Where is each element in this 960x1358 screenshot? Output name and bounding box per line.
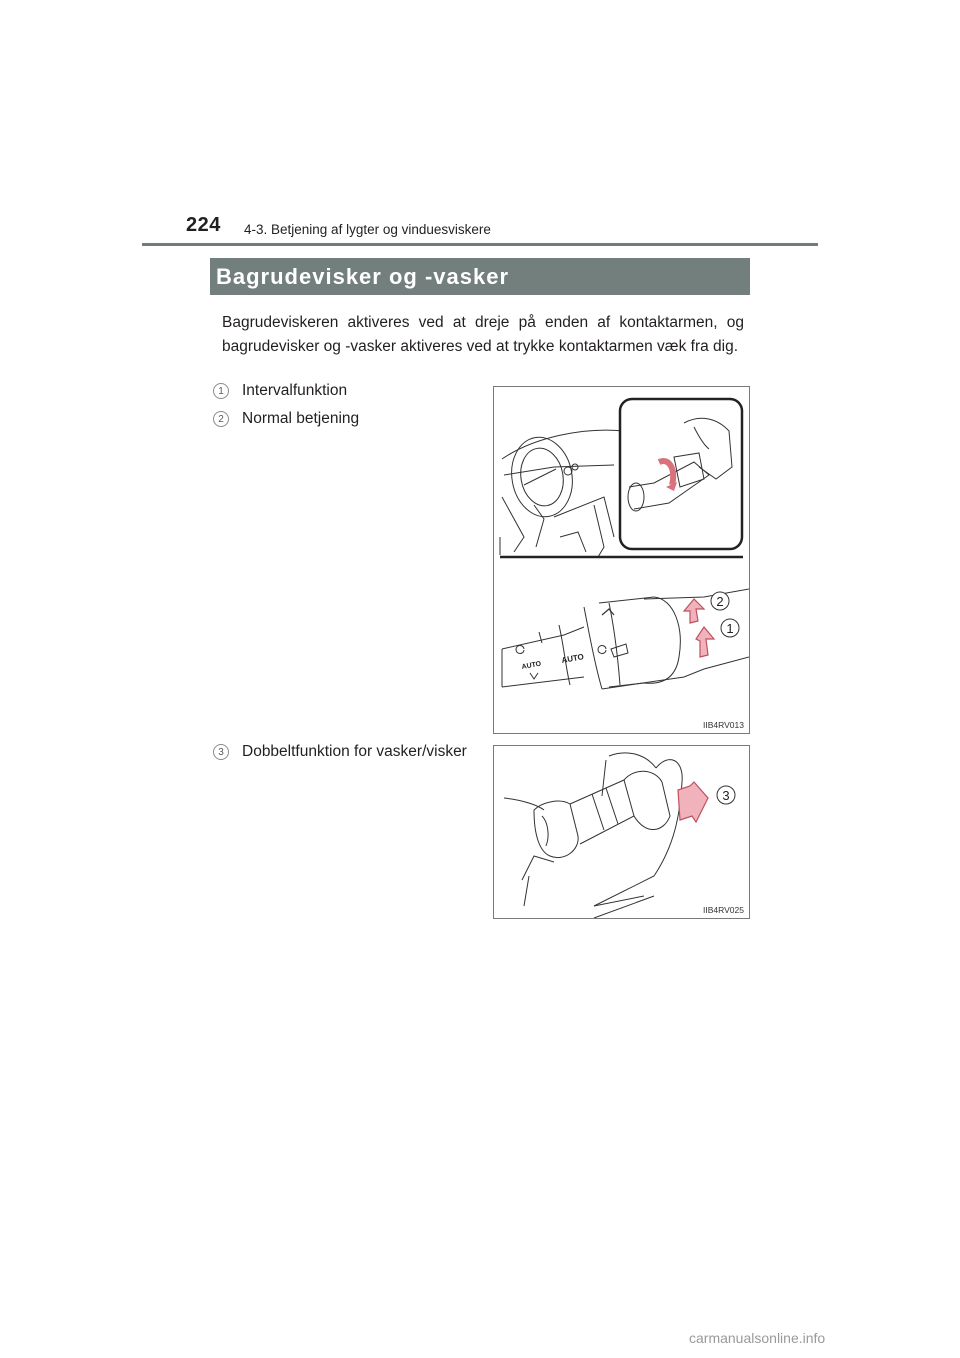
step-label: Normal betjening bbox=[242, 410, 360, 427]
washer-lever-illustration bbox=[494, 746, 749, 918]
step-label: Intervalfunktion bbox=[242, 382, 348, 399]
page-number: 224 bbox=[186, 214, 221, 236]
figure-code: IIB4RV013 bbox=[703, 720, 744, 730]
svg-text:1: 1 bbox=[726, 621, 734, 636]
push-away-arrow-icon bbox=[678, 782, 708, 822]
step-label: Dobbeltfunktion for vasker/visker bbox=[242, 743, 467, 760]
switch-label-auto: AUTO bbox=[560, 652, 585, 665]
push-arrow-icon bbox=[684, 599, 704, 623]
switch-label-auto-small: AUTO bbox=[521, 660, 542, 671]
running-header: 4-3. Betjening af lygter og vinduesviskere bbox=[244, 222, 491, 237]
step-badge: 3 bbox=[213, 744, 229, 760]
svg-text:3: 3 bbox=[722, 788, 730, 803]
step-badge: 2 bbox=[213, 411, 229, 427]
step-item-normal bbox=[213, 410, 359, 428]
wiper-icon bbox=[602, 609, 614, 615]
watermark: carmanualsonline.info bbox=[689, 1330, 826, 1346]
section-title: Bagrudevisker og -vasker bbox=[216, 263, 510, 289]
rear-wiper-icon bbox=[611, 644, 628, 657]
figure-code: IIB4RV025 bbox=[703, 905, 744, 915]
svg-text:2: 2 bbox=[716, 594, 724, 609]
figure-wiper-lever bbox=[493, 386, 750, 734]
step-item-washer-wiper bbox=[213, 743, 467, 761]
figure-washer-lever bbox=[493, 745, 750, 919]
push-arrow-icon bbox=[696, 627, 714, 657]
zoom-inset-frame bbox=[620, 399, 742, 549]
intro-paragraph: Bagrudeviskeren aktiveres ved at dreje på enden af kontaktarmen, og bagrudevisker og -vasker aktiveres ved at trykke kontaktarmen væk fra dig. bbox=[222, 314, 744, 355]
section-banner bbox=[210, 258, 750, 295]
step-badge: 1 bbox=[213, 383, 229, 399]
header-divider bbox=[142, 243, 818, 246]
step-item-interval bbox=[213, 382, 347, 400]
wiper-lever-illustration bbox=[494, 387, 749, 733]
